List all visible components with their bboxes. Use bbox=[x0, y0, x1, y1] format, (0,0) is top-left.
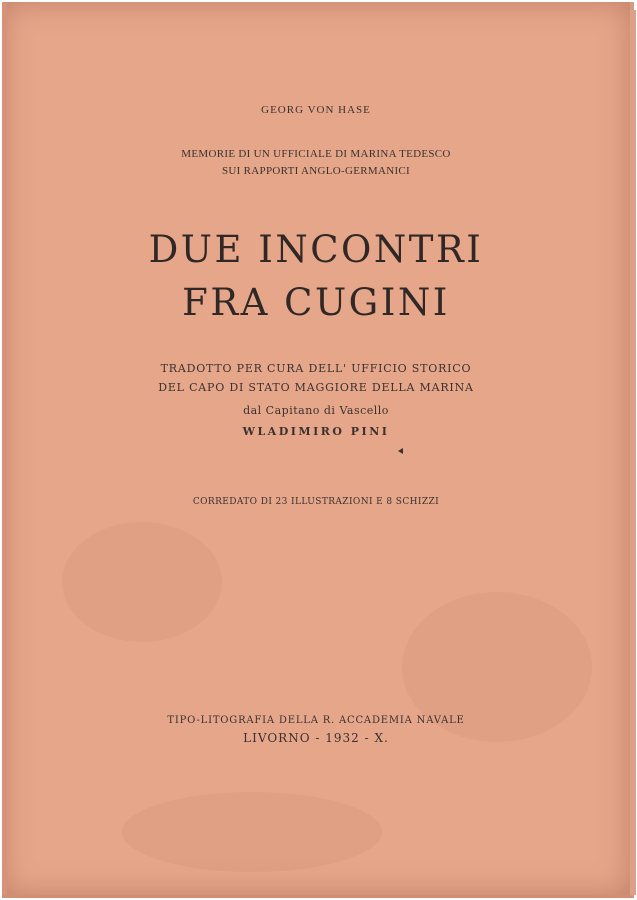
translation-credit-line-1: TRADOTTO PER CURA DELL' UFFICIO STORICO bbox=[160, 362, 472, 375]
subtitle-line-2: SUI RAPPORTI ANGLO-GERMANICI bbox=[221, 165, 411, 177]
publisher-name: TIPO-LITOGRAFIA DELLA R. ACCADEMIA NAVALE bbox=[167, 715, 465, 726]
book-title-line-2: FRA CUGINI bbox=[182, 281, 450, 324]
cover-page-edge bbox=[630, 10, 636, 895]
paper-stain bbox=[122, 792, 382, 872]
ink-mark bbox=[398, 448, 403, 454]
publication-place-date: LIVORNO - 1932 - X. bbox=[243, 731, 389, 745]
subtitle-line-1: MEMORIE DI UN UFFICIALE DI MARINA TEDESCO bbox=[181, 148, 451, 160]
translator-name: WLADIMIRO PINI bbox=[242, 425, 390, 438]
cover-spine-edge bbox=[2, 2, 7, 895]
translation-credit-line-3: dal Capitano di Vascello bbox=[243, 404, 389, 417]
author-name: GEORG VON HASE bbox=[261, 104, 371, 116]
paper-stain bbox=[62, 522, 222, 642]
illustrations-note: CORREDATO DI 23 ILLUSTRAZIONI E 8 SCHIZZI bbox=[192, 497, 440, 507]
book-cover bbox=[2, 2, 634, 898]
translation-credit-line-2: DEL CAPO DI STATO MAGGIORE DELLA MARINA bbox=[158, 381, 474, 394]
book-title-line-1: DUE INCONTRI bbox=[148, 228, 484, 271]
